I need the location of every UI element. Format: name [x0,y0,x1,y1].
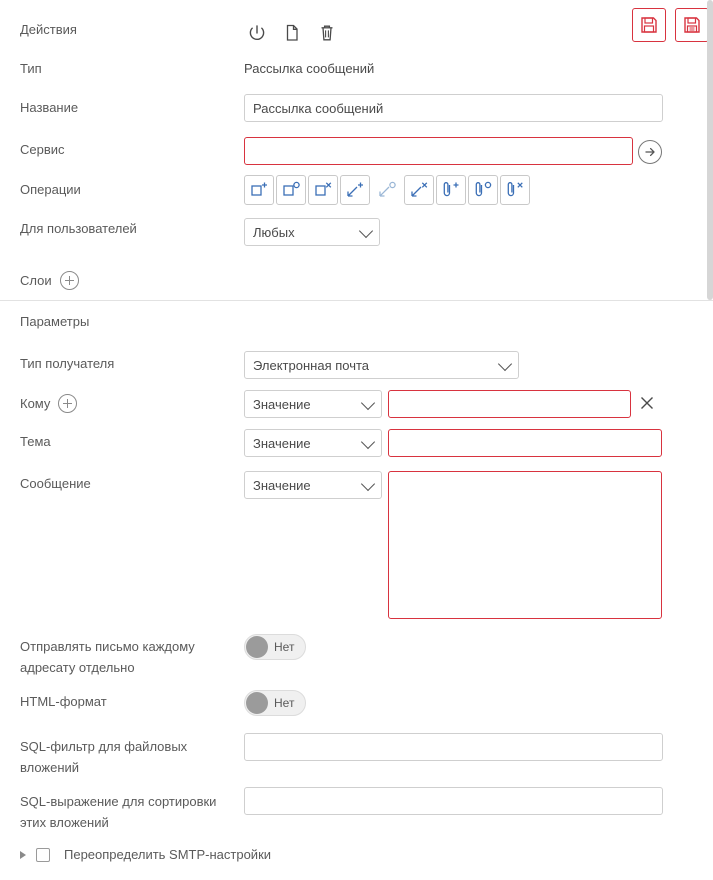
subject-label-row [20,434,51,450]
message-label: Сообщение [20,476,91,491]
parameters-header-row [20,314,89,330]
edit-node-icon[interactable] [276,175,306,205]
subject-mode-value: Значение [253,435,311,451]
add-attachment-icon[interactable] [436,175,466,205]
smtp-override-row [20,847,271,863]
chevron-down-icon [361,435,375,449]
for-users-label-row [20,221,137,237]
go-arrow-icon[interactable] [638,140,662,164]
toggle-knob [246,636,268,658]
to-label: Кому [20,395,51,411]
subject-input[interactable] [388,429,662,457]
message-mode-select[interactable] [244,471,382,499]
service-label-row [20,142,65,158]
layers-row [20,271,79,290]
trash-icon[interactable] [314,20,340,46]
toggle-knob [246,692,268,714]
edit-link-icon[interactable] [372,175,402,205]
save-all-button[interactable] [675,8,709,42]
for-users-select[interactable] [244,218,380,246]
clear-recipient-icon[interactable] [638,394,656,412]
power-icon[interactable] [244,20,270,46]
recipient-type-select[interactable] [244,351,519,379]
operations-label: Операции [20,182,81,197]
chevron-down-icon [361,477,375,491]
parameters-label: Параметры [20,314,90,329]
recipient-type-label: Тип получателя [20,356,115,371]
add-link-icon[interactable] [340,175,370,205]
separate-mail-label: Отправлять письмо каждому адресату отдельно [20,639,195,675]
expand-triangle-icon[interactable] [20,851,26,859]
actions-label: Действия [20,22,77,37]
section-divider [0,300,713,301]
service-input[interactable] [244,137,633,165]
layers-label: Слои [20,272,52,288]
sql-filter-input[interactable] [244,733,663,761]
for-users-label: Для пользователей [20,221,137,236]
sql-sort-label-row [20,791,230,833]
html-format-toggle[interactable] [244,690,306,716]
save-button[interactable] [632,8,666,42]
message-label-row [20,476,91,492]
name-label-row [20,100,78,116]
message-textarea[interactable] [388,471,662,619]
scrollbar-thumb[interactable] [707,0,713,300]
edit-attachment-icon[interactable] [468,175,498,205]
copy-icon[interactable] [279,20,305,46]
type-label: Тип [20,61,42,76]
delete-node-icon[interactable] [308,175,338,205]
separate-mail-toggle[interactable] [244,634,306,660]
add-recipient-button[interactable] [58,394,77,413]
sql-filter-label: SQL-фильтр для файловых вложений [20,739,188,775]
html-format-label-row [20,694,107,710]
chevron-down-icon [498,357,512,371]
sql-sort-input[interactable] [244,787,663,815]
recipient-type-label-row [20,356,114,372]
actions-label-row [20,22,77,38]
to-value-input[interactable] [388,390,631,418]
subject-mode-select[interactable] [244,429,382,457]
name-label: Название [20,100,79,115]
html-format-toggle-value: Нет [274,696,295,710]
type-label-row [20,61,42,77]
add-layer-button[interactable] [60,271,79,290]
type-value-row [244,61,374,77]
chevron-down-icon [359,224,373,238]
for-users-value: Любых [253,224,295,240]
save-button-group [632,8,709,42]
html-format-label: HTML-формат [20,694,107,709]
sql-filter-label-row [20,736,230,778]
smtp-override-label: Переопределить SMTP-настройки [64,847,272,862]
separate-mail-label-row [20,636,235,678]
message-mode-value: Значение [253,477,311,493]
recipient-type-value: Электронная почта [253,357,370,373]
separate-mail-toggle-value: Нет [274,640,295,654]
name-input[interactable] [244,94,663,122]
delete-attachment-icon[interactable] [500,175,530,205]
type-value: Рассылка сообщений [244,61,375,76]
sql-sort-label: SQL-выражение для сортировки этих вложений [20,794,217,830]
operations-label-row [20,182,81,198]
operations-button-group [244,175,532,205]
delete-link-icon[interactable] [404,175,434,205]
chevron-down-icon [361,396,375,410]
service-label: Сервис [20,142,65,157]
to-label-row [20,394,77,413]
actions-icon-group [244,20,340,46]
add-node-icon[interactable] [244,175,274,205]
vertical-scrollbar[interactable] [707,0,713,880]
smtp-override-checkbox[interactable] [36,848,50,862]
to-mode-value: Значение [253,396,311,412]
subject-label: Тема [20,434,51,449]
to-mode-select[interactable] [244,390,382,418]
